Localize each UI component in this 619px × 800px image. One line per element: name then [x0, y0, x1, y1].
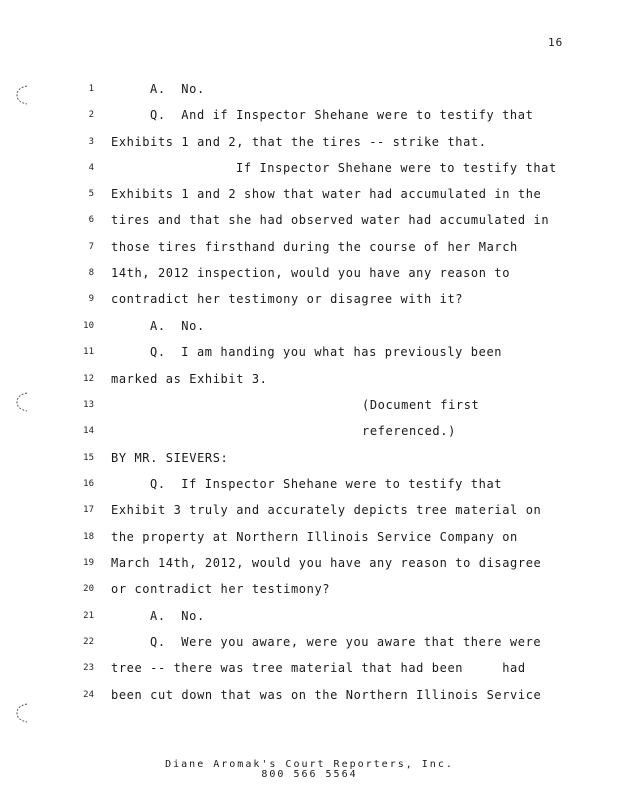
line-number: 10 — [83, 321, 94, 331]
line-number: 1 — [88, 84, 94, 94]
line-text: Q. Were you aware, were you aware that there were — [150, 635, 542, 649]
line-number: 18 — [83, 532, 94, 542]
line-text: Exhibit 3 truly and accurately depicts tree material on — [111, 503, 542, 517]
line-text: marked as Exhibit 3. — [111, 372, 268, 386]
line-text: BY MR. SIEVERS: — [111, 451, 229, 465]
footer-company: Diane Aromak's Court Reporters, Inc. — [165, 759, 454, 770]
line-number: 12 — [83, 374, 94, 384]
line-number: 15 — [83, 453, 94, 463]
line-number: 9 — [88, 294, 94, 304]
line-text: A. No. — [150, 319, 205, 333]
line-text: If Inspector Shehane were to testify that — [236, 161, 557, 175]
line-number: 7 — [88, 242, 94, 252]
line-text: A. No. — [150, 609, 205, 623]
line-number: 24 — [83, 690, 94, 700]
line-number: 6 — [88, 215, 94, 225]
line-text: Q. I am handing you what has previously been — [150, 345, 503, 359]
line-number: 4 — [88, 163, 94, 173]
line-number: 8 — [88, 268, 94, 278]
line-number: 17 — [83, 505, 94, 515]
line-text: (Document first — [362, 398, 480, 412]
line-text: Exhibits 1 and 2, that the tires -- strike that. — [111, 135, 487, 149]
line-text: 14th, 2012 inspection, would you have any reason to — [111, 266, 511, 280]
line-text: contradict her testimony or disagree with it? — [111, 292, 464, 306]
line-text: Exhibits 1 and 2 show that water had accumulated in the — [111, 187, 542, 201]
line-number: 14 — [83, 426, 94, 436]
line-text: March 14th, 2012, would you have any reason to disagree — [111, 556, 542, 570]
line-number: 19 — [83, 558, 94, 568]
line-number: 13 — [83, 400, 94, 410]
binder-hole-middle — [14, 391, 30, 413]
line-number: 3 — [88, 137, 94, 147]
line-text: been cut down that was on the Northern Illinois Service — [111, 688, 542, 702]
binder-hole-top — [14, 84, 30, 106]
line-text: tires and that she had observed water had accumulated in — [111, 213, 550, 227]
line-number: 22 — [83, 637, 94, 647]
line-number: 23 — [83, 663, 94, 673]
line-text: A. No. — [150, 82, 205, 96]
binder-hole-bottom — [14, 702, 30, 724]
line-number: 11 — [83, 347, 94, 357]
line-number: 20 — [83, 584, 94, 594]
line-text: or contradict her testimony? — [111, 582, 331, 596]
line-text: Q. If Inspector Shehane were to testify that — [150, 477, 503, 491]
line-number: 5 — [88, 189, 94, 199]
line-number: 21 — [83, 611, 94, 621]
line-text: referenced.) — [362, 424, 456, 438]
line-number: 16 — [83, 479, 94, 489]
line-text: Q. And if Inspector Shehane were to testify that — [150, 108, 534, 122]
line-number: 2 — [88, 110, 94, 120]
line-text: tree -- there was tree material that had been had — [111, 661, 526, 675]
line-text: those tires firsthand during the course of her March — [111, 240, 518, 254]
page-number: 16 — [548, 36, 564, 49]
footer-phone: 800 566 5564 — [261, 769, 358, 780]
line-text: the property at Northern Illinois Service Company on — [111, 530, 518, 544]
